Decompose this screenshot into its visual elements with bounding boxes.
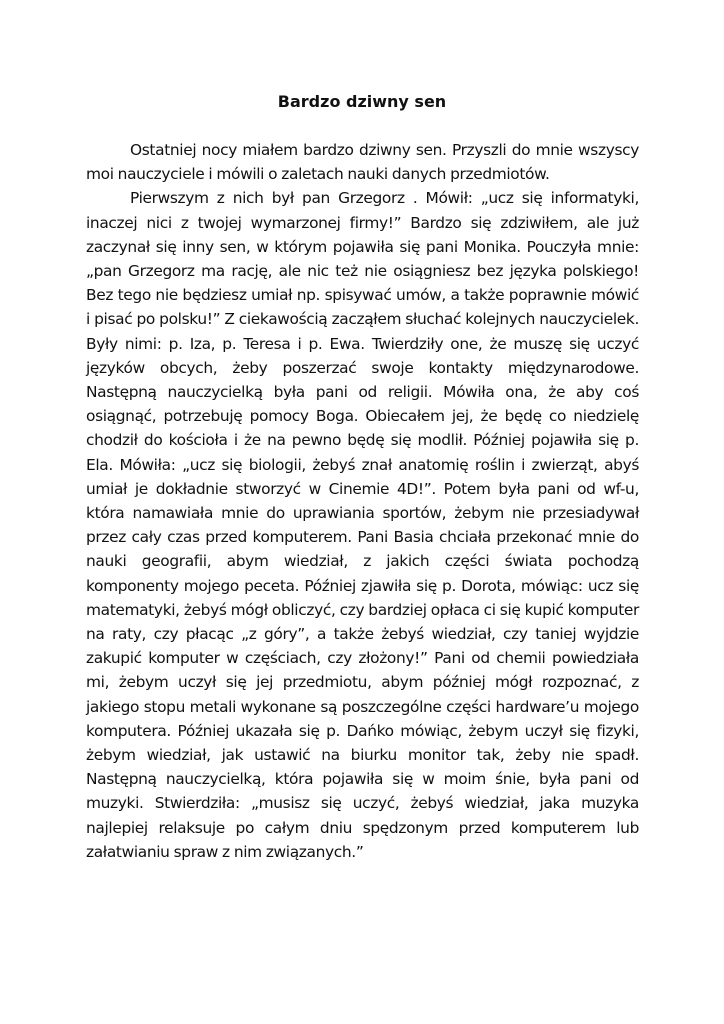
- paragraph-main: Pierwszym z nich był pan Grzegorz . Mówił: „ucz się informatyki, inaczej nici z twojej wymarzonej firmy!” Bardzo się zdziwiłem, ale już zaczynał się inny sen, w którym pojawiła się pani Monika. Pouczyła mnie: „pan Grzegorz ma rację, ale nic też nie osiągniesz bez języka polskiego! Bez tego nie będziesz umiał np. spisywać umów, a także poprawnie mówić i pisać po polsku!” Z ciekawością zacząłem słuchać kolejnych nauczycielek. Były nimi: p. Iza, p. Teresa i p. Ewa. Twierdziły one, że muszę się uczyć języków obcych, żeby poszerzać swoje kontakty międzynarodowe. Następną nauczycielką była pani od religii. Mówiła ona, że aby coś osiągnąć, potrzebuję pomocy Boga. Obiecałem jej, że będę co niedzielę chodził do kościoła i że na pewno będę się modlił. Później pojawiła się p. Ela. Mówiła: „ucz się biologii, żebyś znał anatomię roślin i zwierząt, abyś umiał je dokładnie stworzyć w Cinemie 4D!”. Potem była pani od wf-u, która namawiała mnie do uprawiania sportów, żebym nie przesiadywał przez cały czas przed komputerem. Pani Basia chciała przekonać mnie do nauki geografii, abym wiedział, z jakich części świata pochodzą komponenty mojego peceta. Później zjawiła się p. Dorota, mówiąc: ucz się matematyki, żebyś mógł obliczyć, czy bardziej opłaca ci się kupić komputer na raty, czy płacąc „z góry”, a także żebyś wiedział, czy taniej wyjdzie zakupić komputer w częściach, czy złożony!” Pani od chemii powiedziała mi, żebym uczył się jej przedmiotu, abym później mógł rozpoznać, z jakiego stopu metali wykonane są poszczególne części hardware’u mojego komputera. Później ukazała się p. Dańko mówiąc, żebym uczył się fizyki, żebym wiedział, jak ustawić na biurku monitor tak, żeby nie spadł. Następną nauczycielką, która pojawiła się w moim śnie, była pani od muzyki. Stwierdziła: „musisz się uczyć, żebyś wiedział, jaka muzyka najlepiej relaksuje po całym dniu spędzonym przed komputerem lub załatwianiu spraw z nim związanych.”: [86, 189, 639, 861]
- document-body: [86, 138, 639, 864]
- document-title: Bardzo dziwny sen: [277, 92, 447, 111]
- paragraph-intro: Ostatniej nocy miałem bardzo dziwny sen. Przyszli do mnie wszyscy moi nauczyciele i mówili o zaletach nauki danych przedmiotów.: [86, 141, 639, 184]
